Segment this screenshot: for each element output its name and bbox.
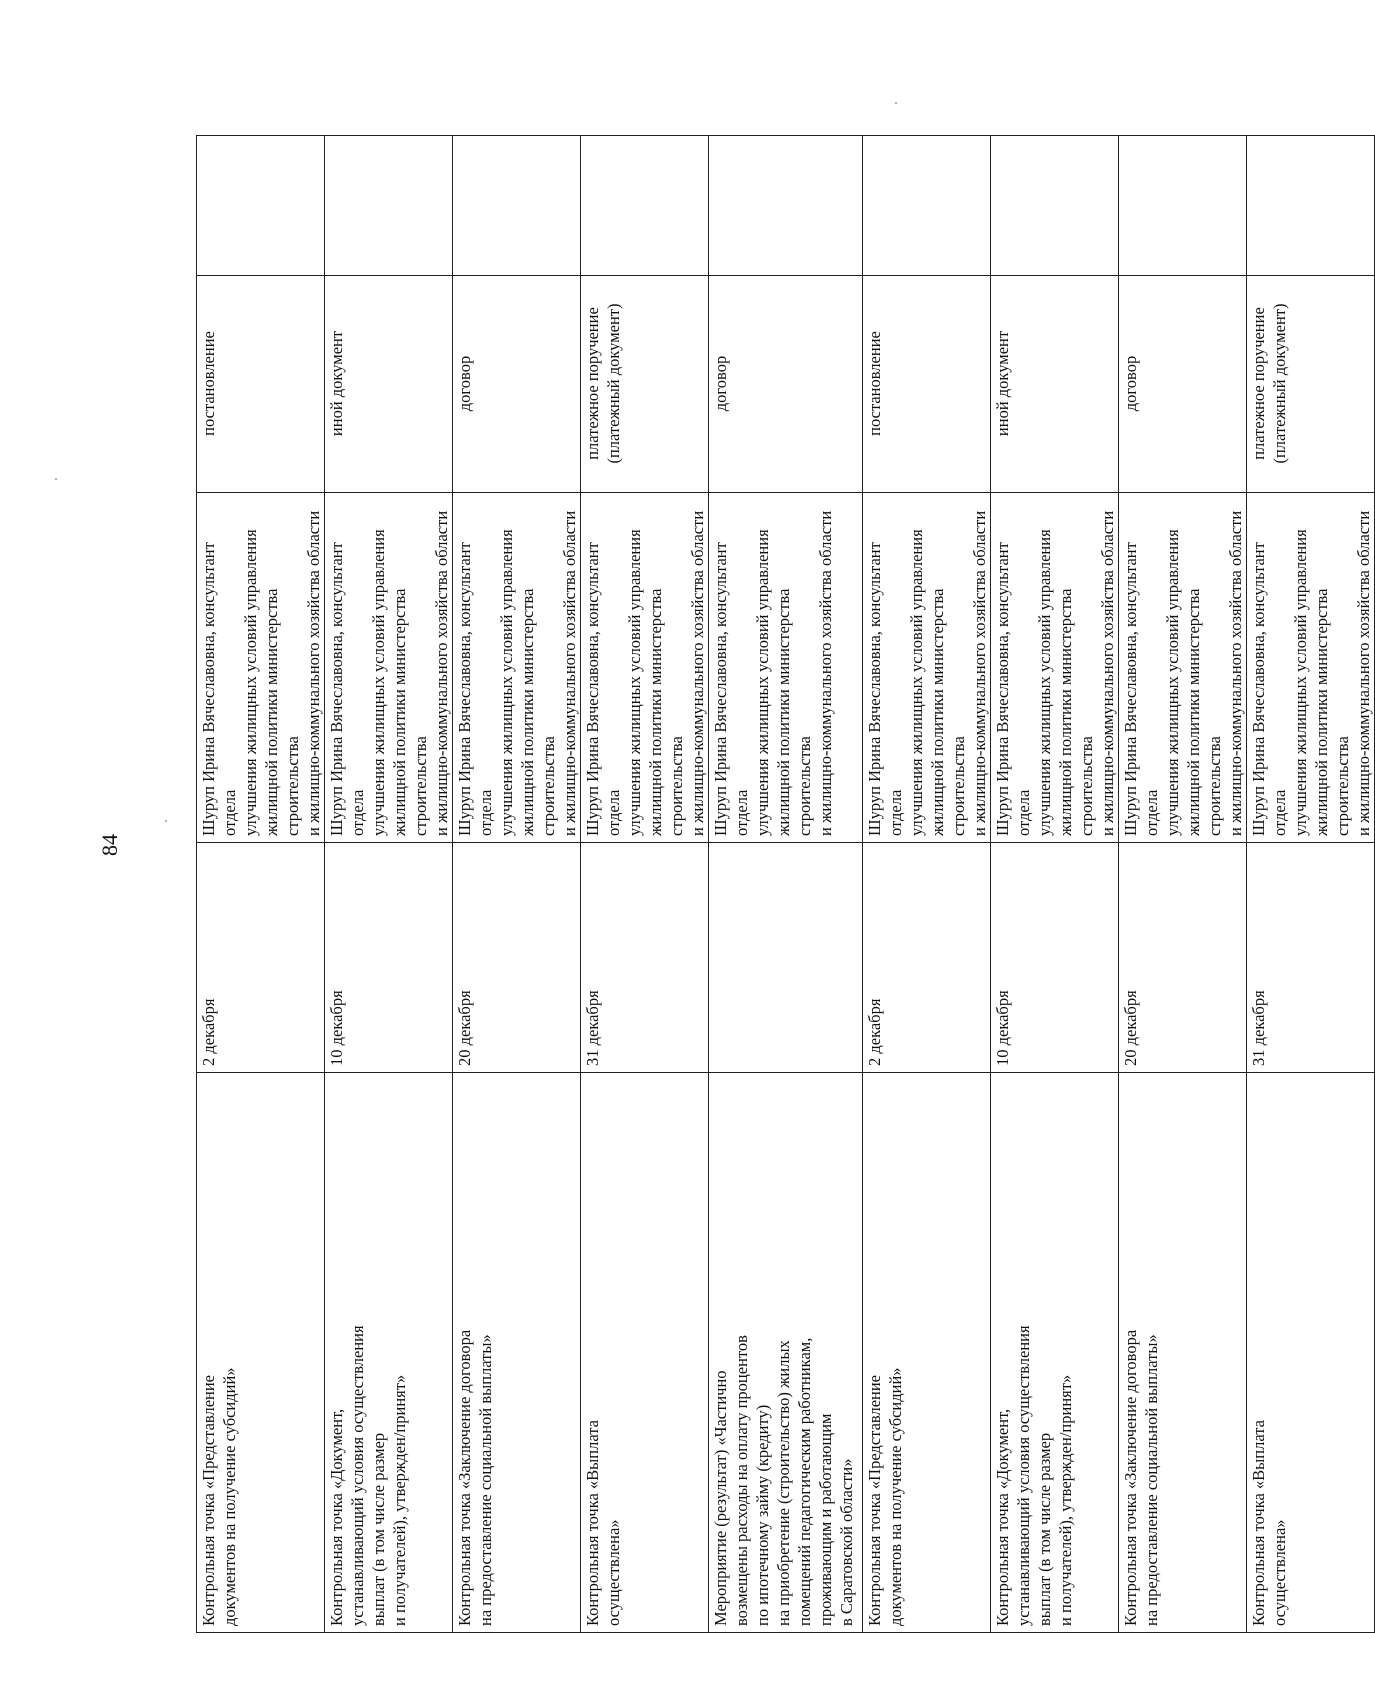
document-cell: постановление [863,276,991,493]
responsible-cell: Шуруп Ирина Вячеславовна, консультант отдела улучшения жилищных условий управления жилищной политики министерства строительства и жилищно-коммунального хозяйства области [991,493,1119,843]
responsible-cell: Шуруп Ирина Вячеславовна, консультант отдела улучшения жилищных условий управления жилищной политики министерства строительства и жилищно-коммунального хозяйства области [709,493,863,843]
note-cell [1247,136,1375,276]
note-cell [863,136,991,276]
responsible-cell: Шуруп Ирина Вячеславовна, консультант отдела улучшения жилищных условий управления жилищной политики министерства строительства и жилищно-коммунального хозяйства области [325,493,453,843]
date-cell: 2 декабря [197,843,325,1073]
note-cell [325,136,453,276]
document-cell: договор [709,276,863,493]
event-cell: Мероприятие (результат) «Частично возмещены расходы на оплату процентов по ипотечному займу (кредиту) на приобретение (строительство) жилых помещений педагогическим работникам, проживающим и работающим в Саратовской области» [709,1073,863,1633]
table-row [863,136,991,1633]
table-row [325,136,453,1633]
document-cell: платежное поручение (платежный документ) [581,276,709,493]
note-cell [453,136,581,276]
date-cell: 10 декабря [325,843,453,1073]
responsible-cell: Шуруп Ирина Вячеславовна, консультант отдела улучшения жилищных условий управления жилищной политики министерства строительства и жилищно-коммунального хозяйства области [581,493,709,843]
date-cell [709,843,863,1073]
page-number: 84 [97,834,122,856]
document-cell: договор [1119,276,1247,493]
note-cell [709,136,863,276]
table-row [709,136,863,1633]
event-cell: Контрольная точка «Заключение договора на предоставление социальной выплаты» [1119,1073,1247,1633]
document-cell: постановление [197,276,325,493]
table-row [991,136,1119,1633]
responsible-cell: Шуруп Ирина Вячеславовна, консультант отдела улучшения жилищных условий управления жилищной политики министерства строительства и жилищно-коммунального хозяйства области [197,493,325,843]
date-cell: 20 декабря [453,843,581,1073]
note-cell [991,136,1119,276]
table-row [581,136,709,1633]
event-cell: Контрольная точка «Заключение договора на предоставление социальной выплаты» [453,1073,581,1633]
table-row [1119,136,1247,1633]
date-cell: 31 декабря [581,843,709,1073]
note-cell [1119,136,1247,276]
responsible-cell: Шуруп Ирина Вячеславовна, консультант отдела улучшения жилищных условий управления жилищной политики министерства строительства и жилищно-коммунального хозяйства области [863,493,991,843]
responsible-cell: Шуруп Ирина Вячеславовна, консультант отдела улучшения жилищных условий управления жилищной политики министерства строительства и жилищно-коммунального хозяйства области [1119,493,1247,843]
table-row [1247,136,1375,1633]
responsible-cell: Шуруп Ирина Вячеславовна, консультант отдела улучшения жилищных условий управления жилищной политики министерства строительства и жилищно-коммунального хозяйства области [453,493,581,843]
event-cell: Контрольная точка «Документ, устанавливающий условия осуществления выплат (в том числе размер и получателей), утвержден/принят» [325,1073,453,1633]
event-cell: Контрольная точка «Документ, устанавливающий условия осуществления выплат (в том числе размер и получателей), утвержден/принят» [991,1073,1119,1633]
date-cell: 20 декабря [1119,843,1247,1073]
table-row [453,136,581,1633]
date-cell: 2 декабря [863,843,991,1073]
document-cell: договор [453,276,581,493]
event-cell: Контрольная точка «Представление документов на получение субсидий» [863,1073,991,1633]
date-cell: 10 декабря [991,843,1119,1073]
milestones-table [196,135,1375,1633]
responsible-cell: Шуруп Ирина Вячеславовна, консультант отдела улучшения жилищных условий управления жилищной политики министерства строительства и жилищно-коммунального хозяйства области [1247,493,1375,843]
event-cell: Контрольная точка «Выплата осуществлена» [581,1073,709,1633]
document-cell: платежное поручение (платежный документ) [1247,276,1375,493]
table-row [197,136,325,1633]
document-cell: иной документ [991,276,1119,493]
event-cell: Контрольная точка «Представление документов на получение субсидий» [197,1073,325,1633]
event-cell: Контрольная точка «Выплата осуществлена» [1247,1073,1375,1633]
rotated-table-wrapper [196,136,1373,1633]
date-cell: 31 декабря [1247,843,1375,1073]
document-cell: иной документ [325,276,453,493]
note-cell [581,136,709,276]
note-cell [197,136,325,276]
